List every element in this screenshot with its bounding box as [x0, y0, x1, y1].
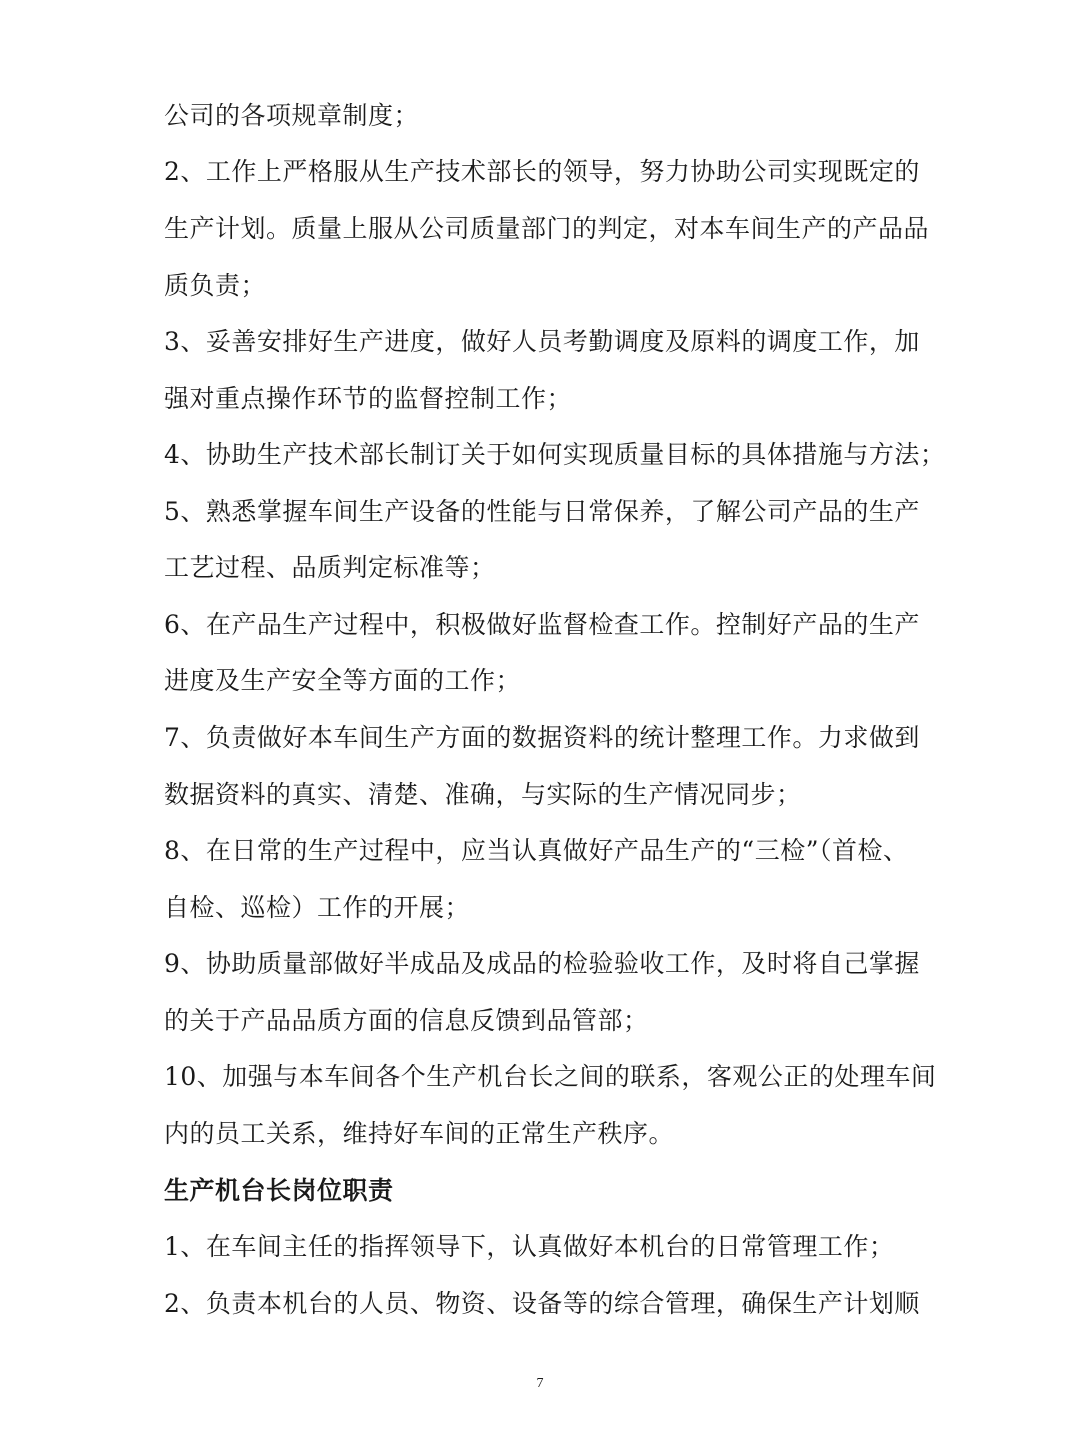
text-line: 4、协助生产技术部长制订关于如何实现质量目标的具体措施与方法； — [164, 440, 946, 469]
text-line: 生产计划。质量上服从公司质量部门的判定，对本车间生产的产品品 — [164, 214, 930, 243]
text-line: 的关于产品品质方面的信息反馈到品管部； — [164, 1006, 649, 1035]
text-line: 质负责； — [164, 271, 267, 300]
text-line: 3、妥善安排好生产进度，做好人员考勤调度及原料的调度工作，加 — [164, 327, 920, 356]
text-line: 工艺过程、品质判定标准等； — [164, 553, 496, 582]
text-line: 内的员工关系，维持好车间的正常生产秩序。 — [164, 1119, 675, 1148]
text-line: 2、工作上严格服从生产技术部长的领导，努力协助公司实现既定的 — [164, 157, 920, 186]
text-line: 2、负责本机台的人员、物资、设备等的综合管理，确保生产计划顺 — [164, 1289, 920, 1318]
text-line: 10、加强与本车间各个生产机台长之间的联系，客观公正的处理车间 — [164, 1062, 937, 1091]
text-line: 进度及生产安全等方面的工作； — [164, 666, 522, 695]
text-line: 5、熟悉掌握车间生产设备的性能与日常保养，了解公司产品的生产 — [164, 497, 920, 526]
text-line: 8、在日常的生产过程中，应当认真做好产品生产的“三检”（首检、 — [164, 836, 909, 865]
page-number: 7 — [536, 1376, 544, 1391]
text-line: 数据资料的真实、清楚、准确，与实际的生产情况同步； — [164, 780, 802, 809]
text-line: 9、协助质量部做好半成品及成品的检验验收工作，及时将自己掌握 — [164, 949, 920, 978]
section-heading: 生产机台长岗位职责 — [164, 1176, 394, 1205]
text-line: 自检、巡检）工作的开展； — [164, 893, 471, 922]
text-line: 6、在产品生产过程中，积极做好监督检查工作。控制好产品的生产 — [164, 610, 920, 639]
text-line: 7、负责做好本车间生产方面的数据资料的统计整理工作。力求做到 — [164, 723, 920, 752]
text-line: 强对重点操作环节的监督控制工作； — [164, 384, 573, 413]
text-line: 1、在车间主任的指挥领导下，认真做好本机台的日常管理工作； — [164, 1232, 895, 1261]
text-line: 公司的各项规章制度； — [164, 101, 420, 130]
